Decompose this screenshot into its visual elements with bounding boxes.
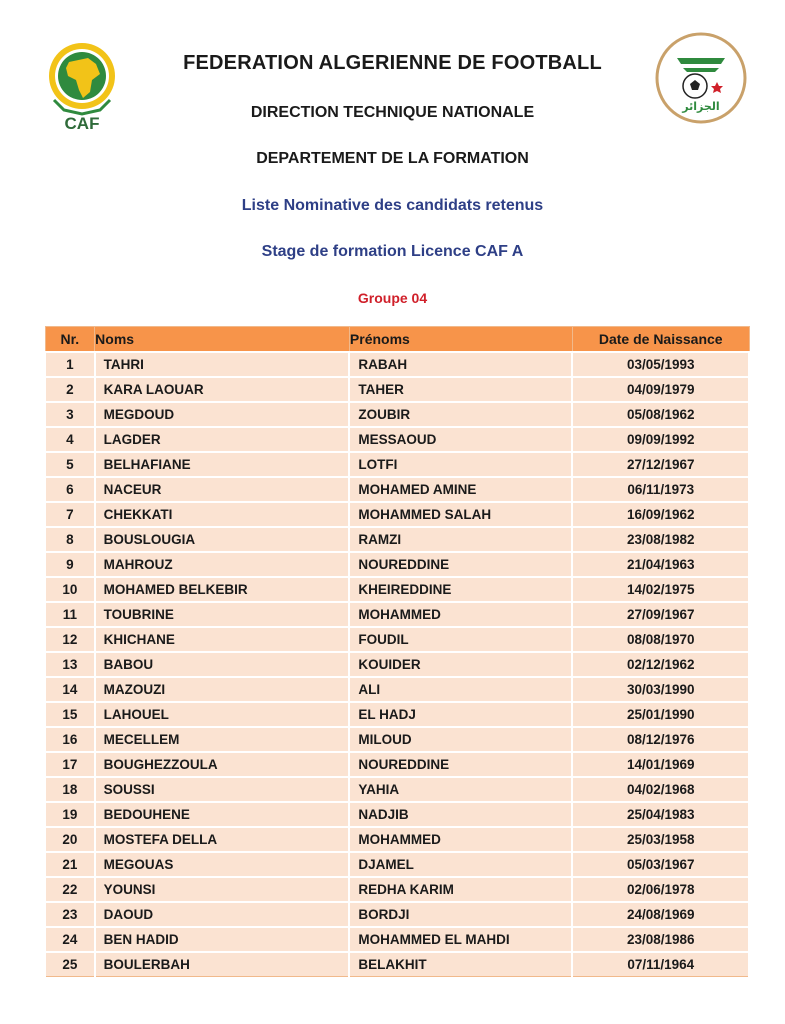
cell-date: 14/02/1975 xyxy=(572,577,749,602)
cell-date: 21/04/1963 xyxy=(572,552,749,577)
cell-prenom: LOTFI xyxy=(349,452,572,477)
liste-title: Liste Nominative des candidats retenus xyxy=(241,197,544,214)
table-row xyxy=(45,627,749,652)
column-header-prenoms: Prénoms xyxy=(349,327,572,353)
cell-nom: BELHAFIANE xyxy=(95,452,350,477)
cell-prenom: RAMZI xyxy=(349,527,572,552)
candidates-table xyxy=(44,326,750,977)
cell-date: 27/12/1967 xyxy=(572,452,749,477)
cell-nom: MAHROUZ xyxy=(95,552,350,577)
cell-nr: 22 xyxy=(45,877,95,902)
cell-date: 06/11/1973 xyxy=(572,477,749,502)
cell-nr: 23 xyxy=(45,902,95,927)
cell-prenom: BORDJI xyxy=(349,902,572,927)
cell-date: 02/06/1978 xyxy=(572,877,749,902)
stage-title: Stage de formation Licence CAF A xyxy=(261,243,524,260)
cell-prenom: MOHAMMED xyxy=(349,602,572,627)
cell-nr: 20 xyxy=(45,827,95,852)
cell-prenom: ALI xyxy=(349,677,572,702)
cell-date: 30/03/1990 xyxy=(572,677,749,702)
cell-nr: 11 xyxy=(45,602,95,627)
cell-date: 24/08/1969 xyxy=(572,902,749,927)
cell-prenom: MOHAMMED xyxy=(349,827,572,852)
cell-date: 16/09/1962 xyxy=(572,502,749,527)
cell-nom: TAHRI xyxy=(95,352,350,377)
cell-nr: 6 xyxy=(45,477,95,502)
cell-nr: 9 xyxy=(45,552,95,577)
cell-nr: 10 xyxy=(45,577,95,602)
cell-nr: 4 xyxy=(45,427,95,452)
cell-date: 23/08/1982 xyxy=(572,527,749,552)
cell-nom: LAHOUEL xyxy=(95,702,350,727)
cell-nom: DAOUD xyxy=(95,902,350,927)
table-row xyxy=(45,802,749,827)
cell-prenom: YAHIA xyxy=(349,777,572,802)
cell-nom: MECELLEM xyxy=(95,727,350,752)
table-row xyxy=(45,427,749,452)
cell-prenom: NOUREDDINE xyxy=(349,552,572,577)
table-row xyxy=(45,602,749,627)
cell-nr: 2 xyxy=(45,377,95,402)
cell-nr: 25 xyxy=(45,952,95,977)
cell-nom: BOULERBAH xyxy=(95,952,350,977)
cell-nr: 13 xyxy=(45,652,95,677)
cell-nr: 1 xyxy=(45,352,95,377)
cell-nom: BEN HADID xyxy=(95,927,350,952)
table-row xyxy=(45,727,749,752)
table-row xyxy=(45,452,749,477)
departement-title: DEPARTEMENT DE LA FORMATION xyxy=(256,150,529,167)
table-row xyxy=(45,677,749,702)
cell-nom: MOHAMED BELKEBIR xyxy=(95,577,350,602)
cell-nom: MEGOUAS xyxy=(95,852,350,877)
cell-date: 03/05/1993 xyxy=(572,352,749,377)
cell-nr: 15 xyxy=(45,702,95,727)
table-row xyxy=(45,377,749,402)
table-row xyxy=(45,952,749,977)
table-row xyxy=(45,552,749,577)
cell-date: 25/03/1958 xyxy=(572,827,749,852)
column-header-noms: Noms xyxy=(95,327,350,353)
cell-nom: SOUSSI xyxy=(95,777,350,802)
cell-nom: KARA LAOUAR xyxy=(95,377,350,402)
cell-prenom: ZOUBIR xyxy=(349,402,572,427)
cell-date: 14/01/1969 xyxy=(572,752,749,777)
cell-nom: LAGDER xyxy=(95,427,350,452)
cell-nom: BABOU xyxy=(95,652,350,677)
cell-nom: CHEKKATI xyxy=(95,502,350,527)
federation-title: FEDERATION ALGERIENNE DE FOOTBALL xyxy=(183,52,602,74)
cell-date: 05/03/1967 xyxy=(572,852,749,877)
cell-prenom: TAHER xyxy=(349,377,572,402)
table-row xyxy=(45,577,749,602)
cell-nr: 21 xyxy=(45,852,95,877)
cell-prenom: NADJIB xyxy=(349,802,572,827)
cell-nr: 17 xyxy=(45,752,95,777)
cell-nr: 14 xyxy=(45,677,95,702)
cell-prenom: DJAMEL xyxy=(349,852,572,877)
cell-nr: 5 xyxy=(45,452,95,477)
direction-title: DIRECTION TECHNIQUE NATIONALE xyxy=(250,104,535,121)
table-row xyxy=(45,827,749,852)
faf-logo-text: الجزائر xyxy=(682,100,720,113)
table-row xyxy=(45,877,749,902)
column-header-nr: Nr. xyxy=(45,327,95,353)
table-row xyxy=(45,402,749,427)
cell-date: 04/09/1979 xyxy=(572,377,749,402)
table-row xyxy=(45,777,749,802)
cell-prenom: REDHA KARIM xyxy=(349,877,572,902)
table-row xyxy=(45,477,749,502)
cell-date: 09/09/1992 xyxy=(572,427,749,452)
cell-prenom: MILOUD xyxy=(349,727,572,752)
cell-prenom: NOUREDDINE xyxy=(349,752,572,777)
cell-prenom: MOHAMMED SALAH xyxy=(349,502,572,527)
column-header-date: Date de Naissance xyxy=(572,327,749,353)
table-row xyxy=(45,702,749,727)
table-header-row xyxy=(45,327,749,353)
cell-date: 08/08/1970 xyxy=(572,627,749,652)
cell-nr: 8 xyxy=(45,527,95,552)
cell-prenom: MOHAMED AMINE xyxy=(349,477,572,502)
cell-nr: 16 xyxy=(45,727,95,752)
cell-nom: YOUNSI xyxy=(95,877,350,902)
cell-nr: 24 xyxy=(45,927,95,952)
cell-nr: 18 xyxy=(45,777,95,802)
cell-prenom: MESSAOUD xyxy=(349,427,572,452)
cell-prenom: FOUDIL xyxy=(349,627,572,652)
cell-nom: KHICHANE xyxy=(95,627,350,652)
table-row xyxy=(45,527,749,552)
groupe-label: Groupe 04 xyxy=(357,290,428,306)
table-row xyxy=(45,502,749,527)
cell-date: 25/04/1983 xyxy=(572,802,749,827)
cell-date: 23/08/1986 xyxy=(572,927,749,952)
cell-prenom: KHEIREDDINE xyxy=(349,577,572,602)
cell-nr: 3 xyxy=(45,402,95,427)
cell-prenom: RABAH xyxy=(349,352,572,377)
cell-date: 07/11/1964 xyxy=(572,952,749,977)
table-body xyxy=(45,352,749,977)
cell-date: 25/01/1990 xyxy=(572,702,749,727)
cell-date: 02/12/1962 xyxy=(572,652,749,677)
cell-nom: BEDOUHENE xyxy=(95,802,350,827)
table-row xyxy=(45,927,749,952)
cell-nom: NACEUR xyxy=(95,477,350,502)
cell-date: 05/08/1962 xyxy=(572,402,749,427)
cell-nom: MEGDOUD xyxy=(95,402,350,427)
table-row xyxy=(45,852,749,877)
cell-nom: BOUSLOUGIA xyxy=(95,527,350,552)
cell-nom: MAZOUZI xyxy=(95,677,350,702)
cell-prenom: KOUIDER xyxy=(349,652,572,677)
table-row xyxy=(45,902,749,927)
cell-nom: MOSTEFA DELLA xyxy=(95,827,350,852)
cell-date: 08/12/1976 xyxy=(572,727,749,752)
cell-nom: BOUGHEZZOULA xyxy=(95,752,350,777)
cell-prenom: BELAKHIT xyxy=(349,952,572,977)
table-row xyxy=(45,352,749,377)
cell-prenom: EL HADJ xyxy=(349,702,572,727)
table-row xyxy=(45,652,749,677)
cell-prenom: MOHAMMED EL MAHDI xyxy=(349,927,572,952)
cell-nr: 19 xyxy=(45,802,95,827)
cell-nr: 7 xyxy=(45,502,95,527)
cell-nom: TOUBRINE xyxy=(95,602,350,627)
caf-logo-text: CAF xyxy=(64,114,100,132)
cell-nr: 12 xyxy=(45,627,95,652)
cell-date: 27/09/1967 xyxy=(572,602,749,627)
cell-date: 04/02/1968 xyxy=(572,777,749,802)
table-row xyxy=(45,752,749,777)
